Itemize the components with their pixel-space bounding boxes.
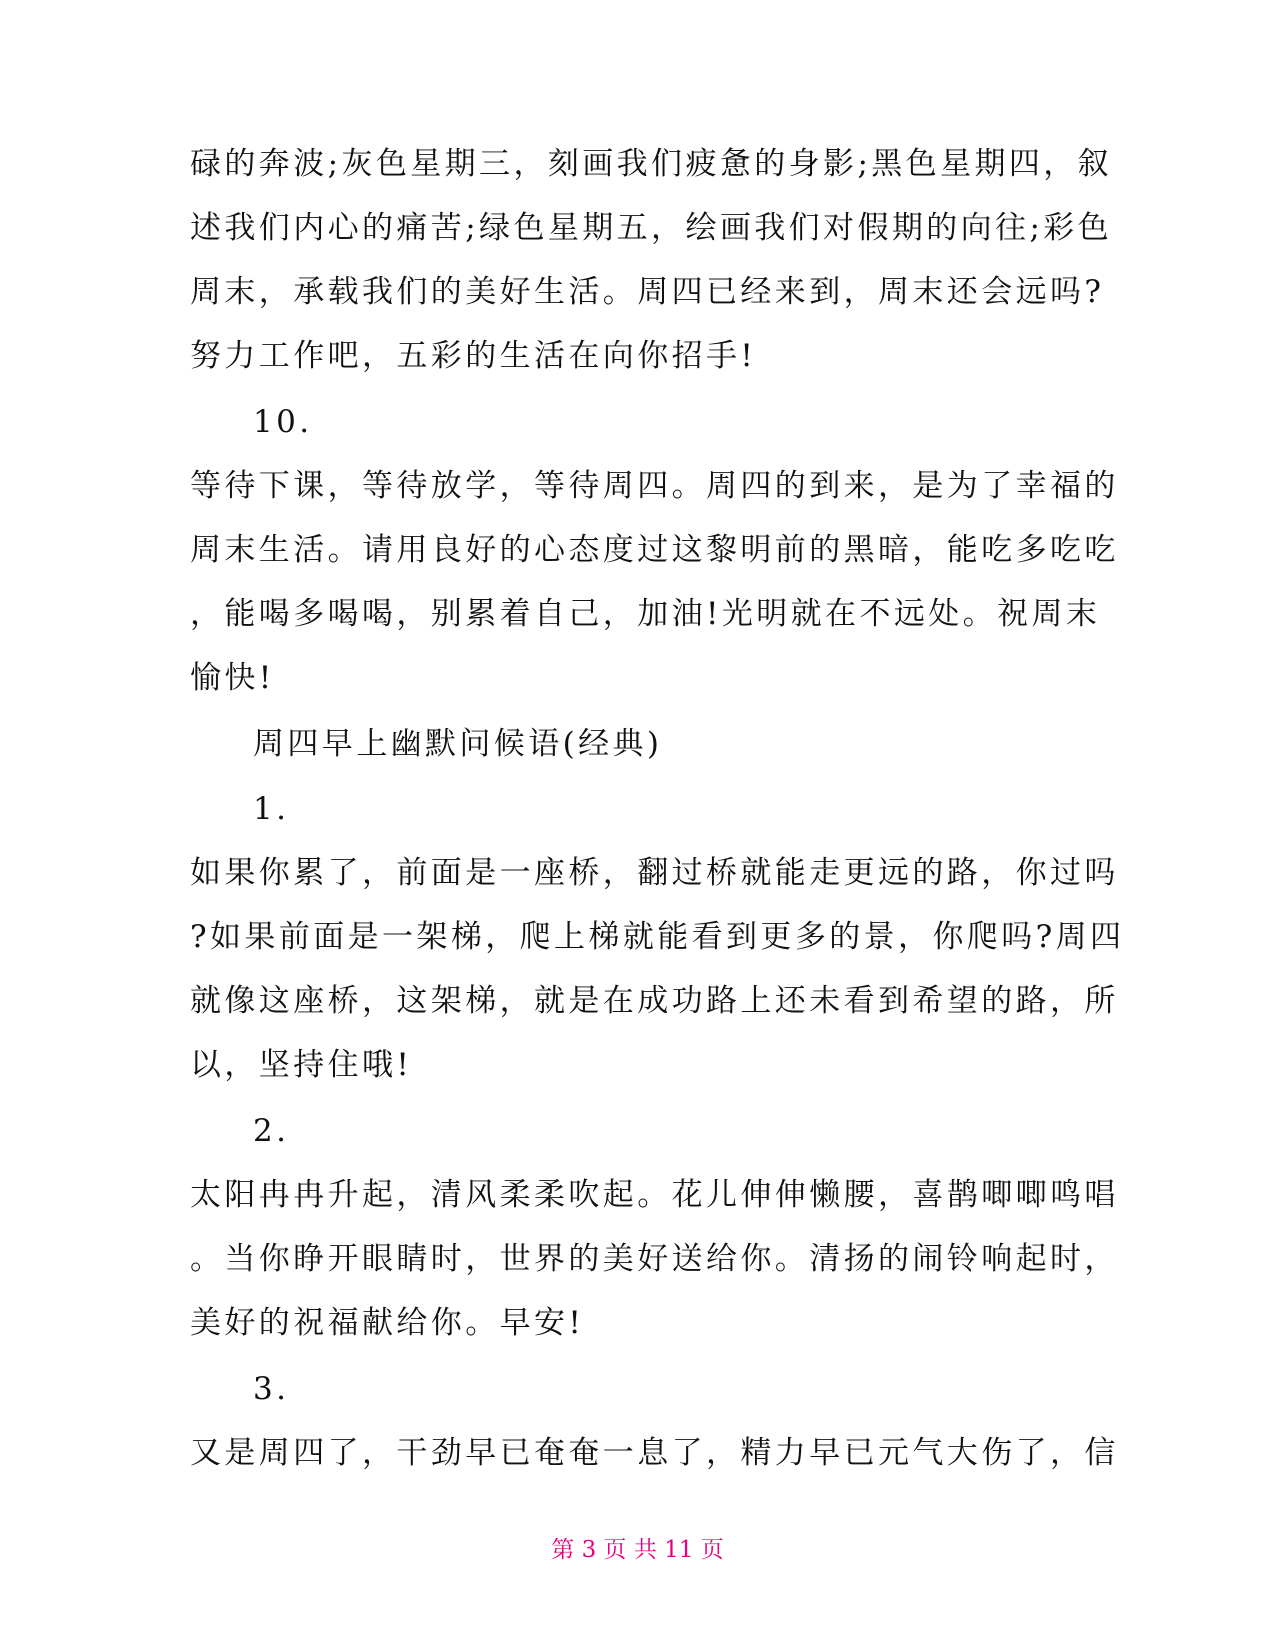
item-number: 10.	[253, 404, 313, 440]
item-number: 1.	[253, 791, 290, 827]
paragraph-line: ，能喝多喝喝，别累着自己，加油!光明就在不远处。祝周末	[190, 596, 1101, 632]
paragraph-line: 就像这座桥，这架梯，就是在成功路上还未看到希望的路，所	[190, 983, 1119, 1019]
paragraph-line: 等待下课，等待放学，等待周四。周四的到来，是为了幸福的	[190, 468, 1119, 504]
paragraph-line: 。当你睁开眼睛时，世界的美好送给你。清扬的闹铃响起时，	[190, 1241, 1119, 1277]
paragraph-line: 努力工作吧，五彩的生活在向你招手!	[190, 338, 757, 374]
section-heading: 周四早上幽默问候语(经典)	[253, 726, 663, 762]
paragraph-line: 碌的奔波;灰色星期三，刻画我们疲惫的身影;黑色星期四，叙	[190, 146, 1113, 182]
paragraph-line: 又是周四了，干劲早已奄奄一息了，精力早已元气大伤了，信	[190, 1435, 1119, 1471]
paragraph-line: 太阳冉冉升起，清风柔柔吹起。花儿伸伸懒腰，喜鹊唧唧鸣唱	[190, 1177, 1119, 1213]
item-number: 3.	[253, 1371, 290, 1407]
paragraph-line: 以，坚持住哦!	[190, 1047, 413, 1083]
item-number: 2.	[253, 1113, 290, 1149]
paragraph-line: 如果你累了，前面是一座桥，翻过桥就能走更远的路，你过吗	[190, 855, 1119, 891]
paragraph-line: 周末，承载我们的美好生活。周四已经来到，周末还会远吗?	[190, 274, 1105, 310]
page-number-footer: 第 3 页 共 11 页	[551, 1537, 724, 1563]
paragraph-line: 美好的祝福献给你。早安!	[190, 1305, 585, 1341]
paragraph-line: 愉快!	[190, 660, 275, 696]
paragraph-line: 周末生活。请用良好的心态度过这黎明前的黑暗，能吃多吃吃	[190, 532, 1119, 568]
paragraph-line: 述我们内心的痛苦;绿色星期五，绘画我们对假期的向往;彩色	[190, 210, 1113, 246]
paragraph-line: ?如果前面是一架梯，爬上梯就能看到更多的景，你爬吗?周四	[190, 919, 1125, 955]
